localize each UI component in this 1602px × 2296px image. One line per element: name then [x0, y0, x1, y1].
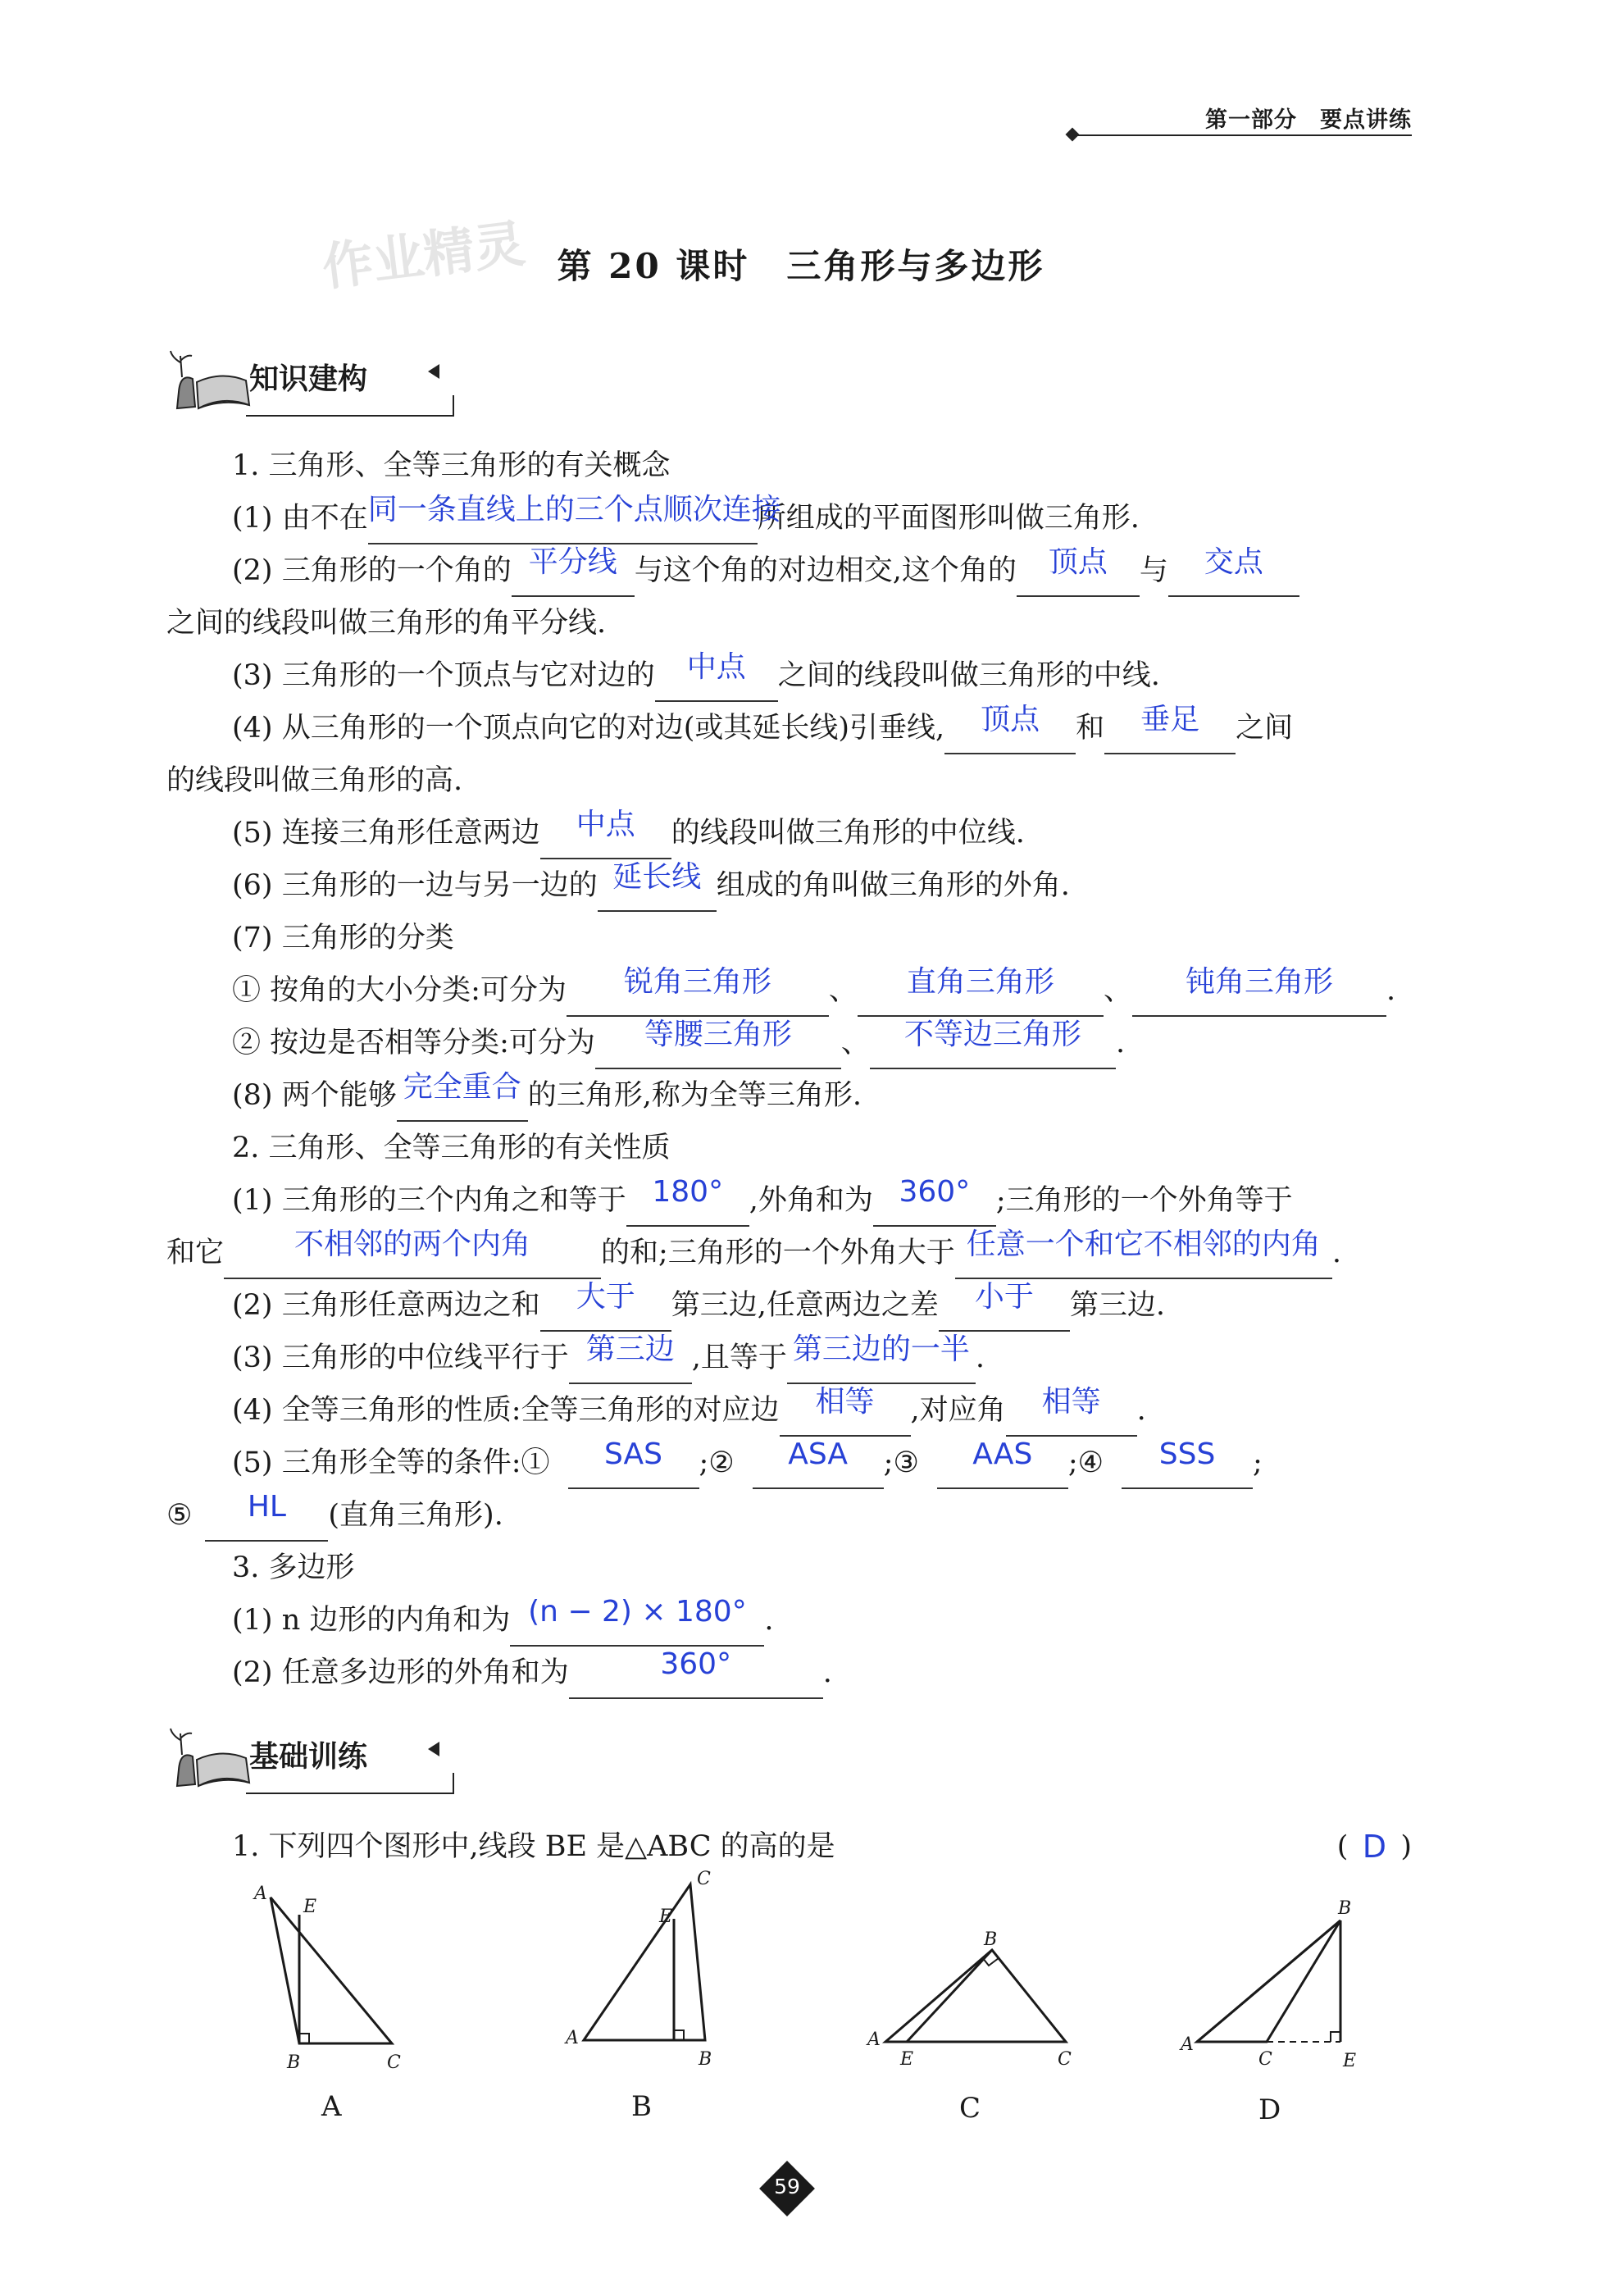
- k1-line8: (8) 两个能够 完全重合 的三角形,称为全等三角形.: [0, 1069, 1602, 1122]
- question-1-figures: [213, 1861, 1443, 2132]
- k2-line1b: 和它 不相邻的两个内角 的和;三角形的一个外角大于 任意一个和它不相邻的内角 .: [0, 1227, 1602, 1279]
- k1-line7a: ① 按角的大小分类:可分为 锐角三角形 、 直角三角形 、 钝角三角形 .: [0, 964, 1602, 1017]
- k1-line3: (3) 三角形的一个顶点与它对边的 中点 之间的线段叫做三角形的中线.: [0, 649, 1602, 702]
- label-b: B: [287, 2052, 301, 2073]
- label-b: B: [1338, 1898, 1352, 1919]
- page-number-text: 59: [774, 2175, 800, 2198]
- header-rule: [1076, 134, 1412, 136]
- figure-a-triangle: [271, 1897, 392, 2043]
- figure-d-side: [1197, 1920, 1340, 2042]
- section-basic-header: [164, 1722, 459, 1796]
- caption-b: B: [631, 2090, 652, 2123]
- k1-line4: (4) 从三角形的一个顶点向它的对边(或其延长线)引垂线, 顶点 和 垂足 之间: [0, 702, 1602, 754]
- k2-line5b: ⑤ HL (直角三角形).: [0, 1489, 1602, 1542]
- section-knowledge-header: [164, 344, 459, 418]
- k2-line1: (1) 三角形的三个内角之和等于 180° ,外角和为 360° ;三角形的一个外角等于: [0, 1174, 1602, 1227]
- label-b: B: [699, 2049, 712, 2070]
- label-c: C: [1258, 2049, 1272, 2070]
- label-e: E: [303, 1897, 317, 1917]
- k2-line2: (2) 三角形任意两边之和 大于 第三边,任意两边之差 小于 第三边.: [0, 1279, 1602, 1332]
- label-c: C: [697, 1869, 711, 1889]
- k3-line2: (2) 任意多边形的外角和为 360° .: [0, 1647, 1602, 1699]
- page-header: [1067, 98, 1412, 139]
- k3-line1: (1) n 边形的内角和为 (n − 2) × 180° .: [0, 1594, 1602, 1647]
- lesson-title: 第 20 课时 三角形与多边形: [557, 246, 1045, 286]
- figure-b-triangle: [584, 1884, 705, 2040]
- book-icon: [164, 344, 258, 417]
- label-c: C: [1058, 2049, 1072, 2070]
- caption-c: C: [959, 2092, 981, 2125]
- k3-heading: 3. 多边形: [232, 1551, 355, 1584]
- caption-d: D: [1258, 2093, 1281, 2126]
- caption-a: A: [321, 2090, 342, 2123]
- page-number: [760, 2162, 814, 2216]
- k1-line4b: 的线段叫做三角形的高.: [166, 764, 463, 797]
- label-c: C: [387, 2052, 401, 2073]
- section-title: 知识建构: [249, 362, 368, 396]
- figure-c-segment: [907, 1950, 992, 2042]
- k1-line6: (6) 三角形的一边与另一边的 延长线 组成的角叫做三角形的外角.: [0, 859, 1602, 912]
- triangle-figures: [213, 1861, 1443, 2132]
- k1-heading: 1. 三角形、全等三角形的有关概念: [232, 449, 671, 482]
- label-a: A: [1181, 2034, 1194, 2055]
- k1-line5: (5) 连接三角形任意两边 中点 的线段叫做三角形的中位线.: [0, 807, 1602, 859]
- section-frame: [246, 1773, 454, 1794]
- book-icon: [164, 1722, 258, 1794]
- figure-a-right-angle: [299, 2034, 309, 2043]
- label-e: E: [900, 2049, 914, 2070]
- watermark: 作业精灵: [319, 213, 529, 298]
- question-1-stem: 1. 下列四个图形中,线段 BE 是△ABC 的高的是 ( D ): [0, 1820, 1602, 1873]
- k2-heading: 2. 三角形、全等三角形的有关性质: [232, 1132, 671, 1164]
- k1-line7: (7) 三角形的分类: [232, 922, 454, 954]
- label-e: E: [659, 1906, 673, 1927]
- arrow-left-icon: [428, 1742, 439, 1756]
- k1-line7b: ② 按边是否相等分类:可分为 等腰三角形 、 不等边三角形 .: [0, 1017, 1602, 1069]
- figure-b-right-angle: [674, 2030, 684, 2040]
- k2-line5: (5) 三角形全等的条件:① SAS ;② ASA ;③ AAS ;④ SSS ;: [0, 1437, 1602, 1489]
- section-title: 基础训练: [249, 1739, 368, 1774]
- k2-line4: (4) 全等三角形的性质:全等三角形的对应边 相等 ,对应角 相等 .: [0, 1384, 1602, 1437]
- label-b: B: [984, 1929, 998, 1950]
- k2-line3: (3) 三角形的中位线平行于 第三边 ,且等于 第三边的一半 .: [0, 1332, 1602, 1384]
- section-frame: [246, 395, 454, 417]
- label-a: A: [254, 1884, 267, 1904]
- k1-line1: (1) 由不在 同一条直线上的三个点顺次连接 所组成的平面图形叫做三角形.: [0, 492, 1602, 544]
- header-label: 第一部分 要点讲练: [1205, 107, 1412, 133]
- label-a: A: [867, 2029, 881, 2050]
- k1-line2b: 之间的线段叫做三角形的角平分线.: [166, 607, 607, 640]
- figure-d-right-angle: [1331, 2032, 1340, 2042]
- answer-bracket: ( D ): [1336, 1829, 1412, 1865]
- k1-line2: (2) 三角形的一个角的 平分线 与这个角的对边相交,这个角的 顶点 与 交点: [0, 544, 1602, 597]
- label-e: E: [1343, 2051, 1357, 2071]
- figure-c-triangle: [885, 1950, 1066, 2042]
- label-a: A: [566, 2028, 579, 2048]
- arrow-left-icon: [428, 364, 439, 379]
